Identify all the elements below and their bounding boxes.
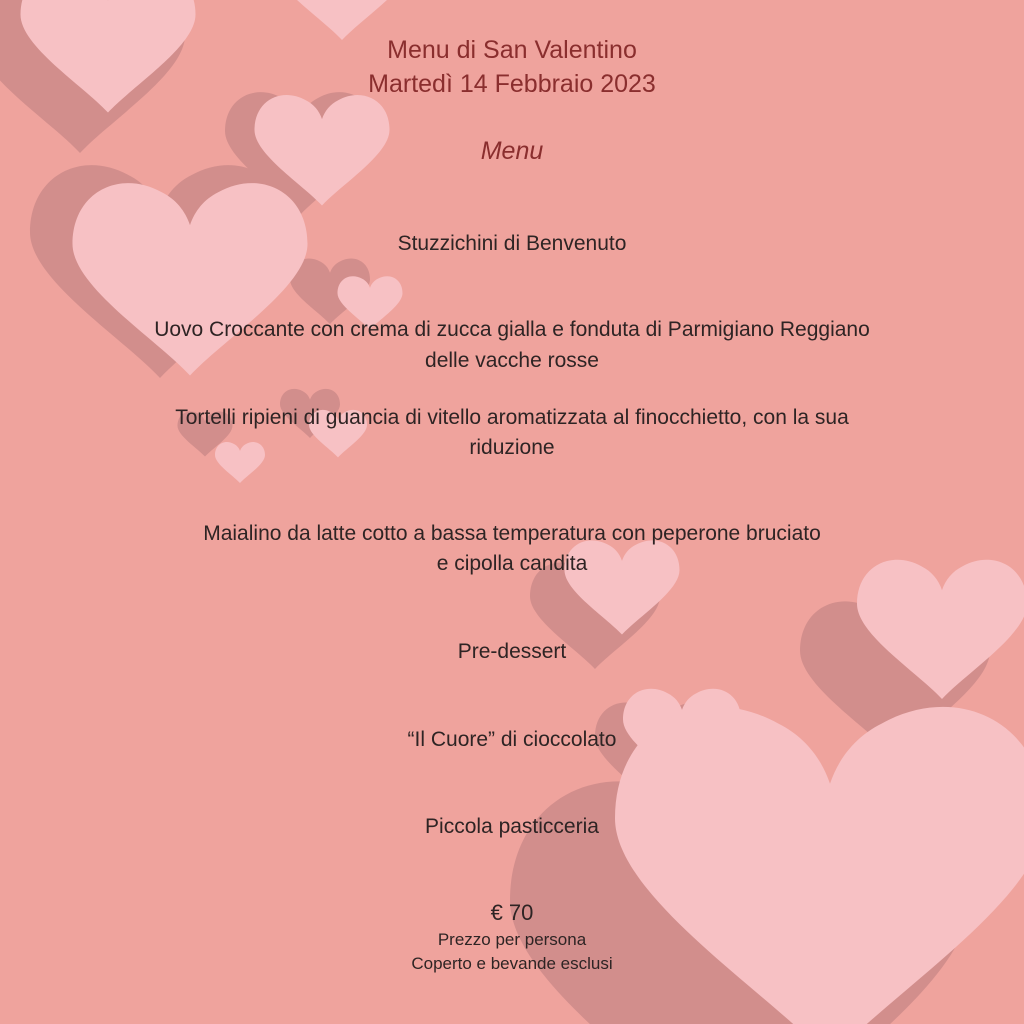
course-tortelli-line1: Tortelli ripieni di guancia di vitello aromatizzata al finocchietto, con la sua	[175, 406, 849, 429]
course-chocolate-heart: “Il Cuore” di cioccolato	[407, 728, 617, 751]
course-tortelli-line2: riduzione	[469, 436, 555, 459]
course-welcome: Stuzzichini di Benvenuto	[397, 232, 627, 255]
course-pork-line2: e cipolla candita	[436, 552, 588, 575]
exclusions-note: Coperto e bevande esclusi	[411, 954, 613, 973]
course-egg-line1: Uovo Croccante con crema di zucca gialla e fonduta di Parmigiano Reggiano	[154, 318, 870, 341]
price: € 70	[490, 900, 534, 925]
menu-title: Menu di San Valentino	[387, 36, 637, 64]
course-pastry: Piccola pasticceria	[425, 815, 599, 838]
course-predessert: Pre-dessert	[457, 640, 567, 663]
menu-subtitle: Menu	[480, 137, 544, 165]
menu-date: Martedì 14 Febbraio 2023	[368, 70, 656, 98]
price-note: Prezzo per persona	[437, 930, 587, 949]
course-egg-line2: delle vacche rosse	[425, 349, 599, 372]
course-pork-line1: Maialino da latte cotto a bassa temperatura con peperone bruciato	[203, 522, 821, 545]
